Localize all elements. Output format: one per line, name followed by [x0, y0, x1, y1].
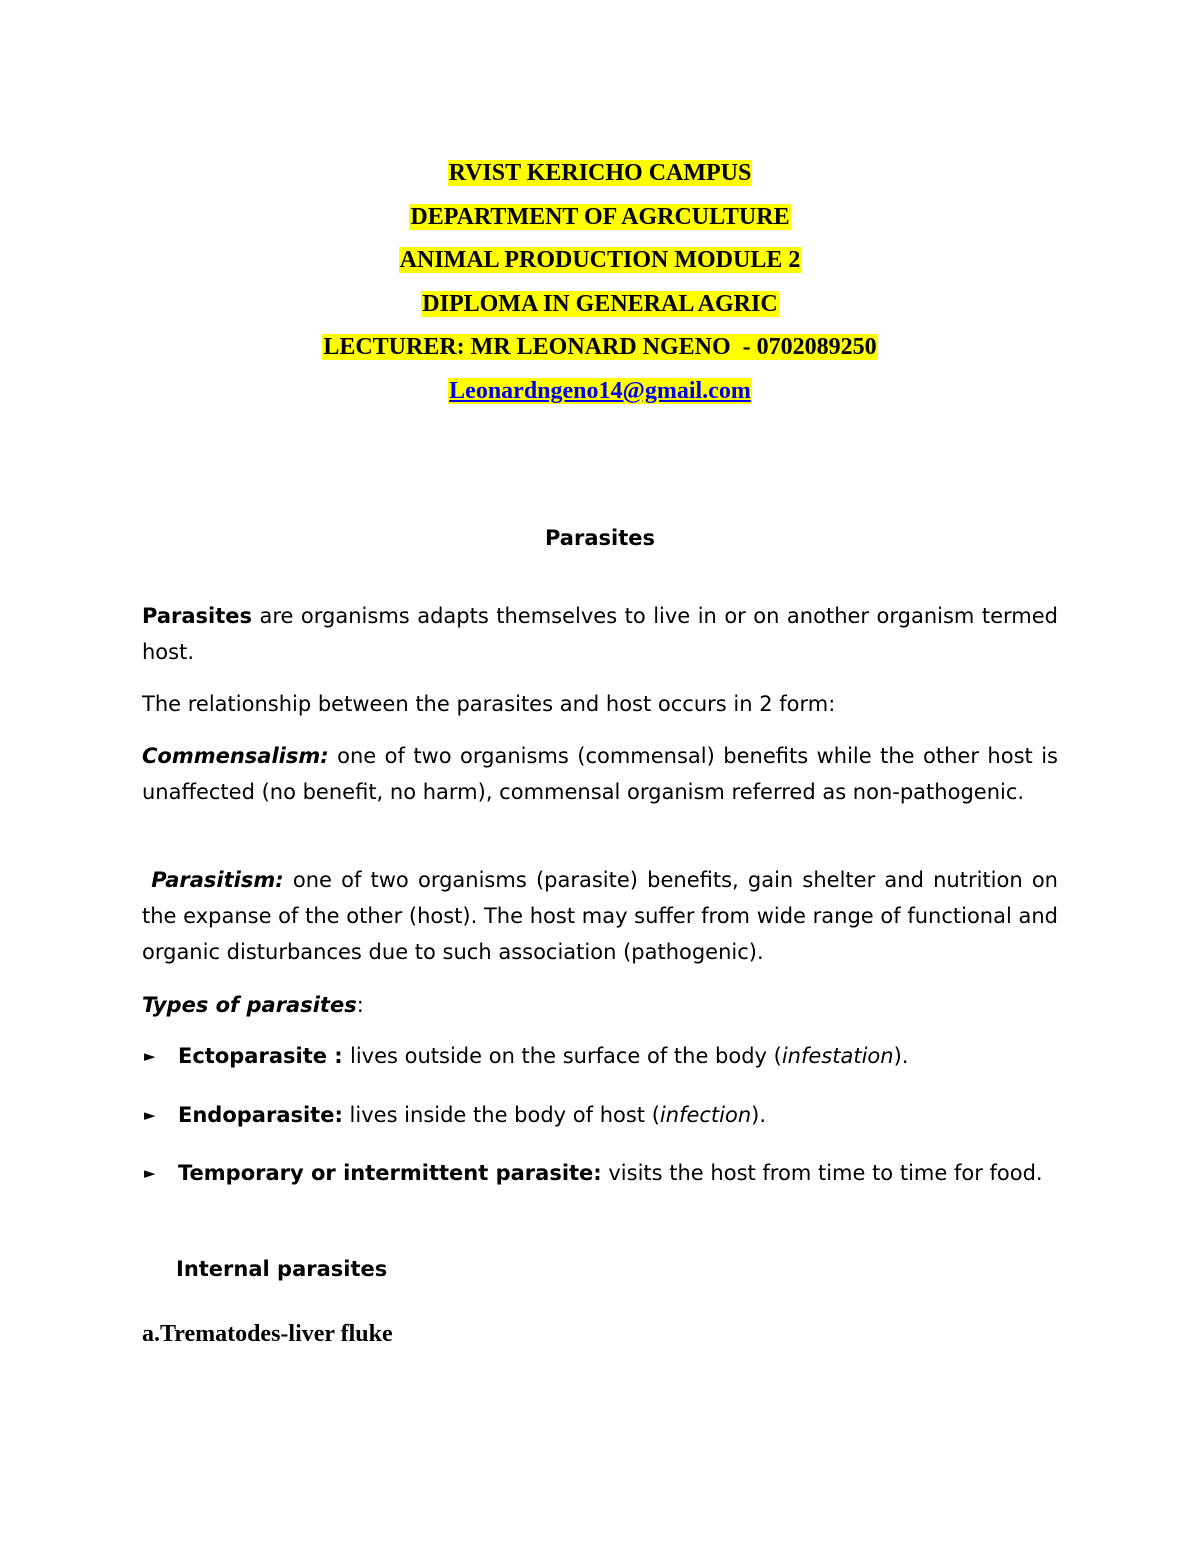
parasitism-term: Parasitism:: [151, 868, 284, 892]
commensalism-paragraph: [142, 738, 1058, 810]
list-item: ► Ectoparasite : lives outside on the surface of the body (infestation).: [178, 1037, 1058, 1075]
list-item: ► Endoparasite: lives inside the body of host (infection).: [178, 1096, 1058, 1134]
department-name: DEPARTMENT OF AGRCULTURE: [410, 203, 790, 230]
trematodes-heading: a.Trematodes-liver fluke: [142, 1321, 393, 1347]
module-name: ANIMAL PRODUCTION MODULE 2: [399, 247, 801, 273]
parasitism-text: one of two organisms (parasite) benefits, gain shelter and nutrition on the expanse of the other (host). The host may suffer from wide range of functional and organic disturbances due to such association (pathogenic).: [142, 868, 1058, 964]
right-pointer-icon: ►: [144, 1047, 156, 1065]
campus-name: RVIST KERICHO CAMPUS: [448, 160, 752, 186]
intro-text: are organisms adapts themselves to live in or on another organism termed host.: [142, 604, 1058, 664]
course-name: DIPLOMA IN GENERAL AGRIC: [422, 290, 778, 317]
right-pointer-icon: ►: [144, 1164, 156, 1182]
intro-term: Parasites: [142, 604, 253, 628]
internal-parasites-heading: Internal parasites: [176, 1257, 388, 1281]
document-header: [0, 152, 1200, 413]
types-heading: Types of parasites:: [142, 993, 364, 1017]
commensalism-term: Commensalism:: [142, 744, 329, 768]
right-pointer-icon: ►: [144, 1106, 156, 1124]
commensalism-text: one of two organisms (commensal) benefits while the other host is unaffected (no benefit, no harm), commensal organism referred as non-pathogenic.: [142, 744, 1058, 804]
list-item: ► Temporary or intermittent parasite: visits the host from time to time for food.: [178, 1154, 1058, 1192]
relationship-paragraph: The relationship between the parasites and host occurs in 2 form:: [142, 692, 836, 716]
lecturer-line: LECTURER: MR LEONARD NGENO - 0702089250: [323, 334, 877, 360]
intro-paragraph: [142, 598, 1058, 670]
page-title: Parasites: [544, 526, 655, 550]
email-link[interactable]: Leonardngeno14@gmail.com: [449, 377, 751, 404]
parasitism-paragraph: [142, 862, 1058, 970]
